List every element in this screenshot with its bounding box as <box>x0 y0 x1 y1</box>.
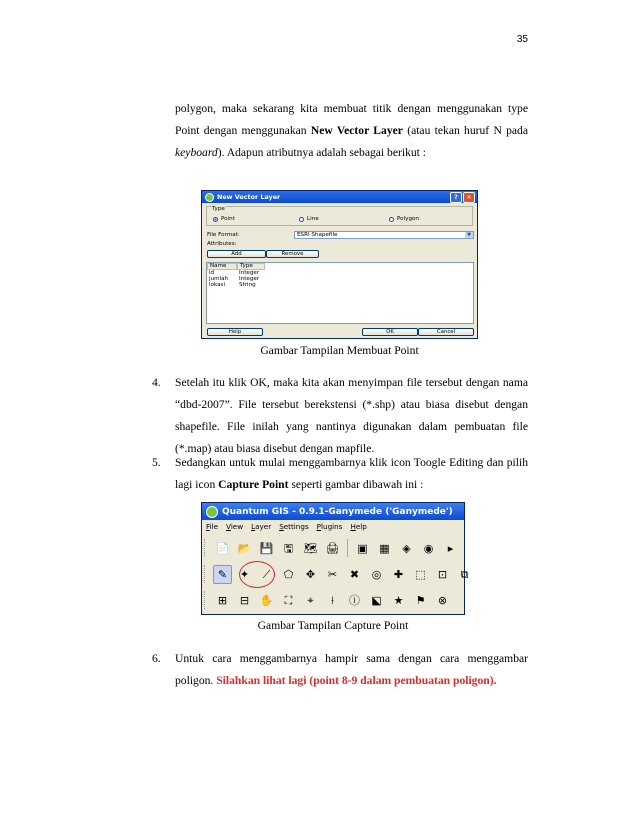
cell-name: jumlah <box>209 276 229 282</box>
list-item-4-text: Setelah itu klik OK, maka kita akan menyimpan file tersebut dengan nama “dbd-2007”. File tersebut berekstensi (*.shp) atau biasa disebut dengan shapefile. File inilah yang nantinya digunakan dalam pembuatan file (*.map) atau biasa disebut dengan mapfile. <box>175 376 528 455</box>
radio-point[interactable] <box>213 216 235 222</box>
zoom-full-icon[interactable]: ⛶ <box>284 593 293 607</box>
capture-point-highlight <box>239 561 275 588</box>
item6-text-1: Untuk cara menggambarnya hampir sama dengan cara menggambar poligon. <box>175 652 528 687</box>
add-vertex-icon[interactable]: ✚ <box>393 567 404 581</box>
help-question-icon[interactable]: ? <box>450 192 462 203</box>
item5-text-2: seperti gambar dibawah ini : <box>288 478 424 491</box>
overflow-icon[interactable]: ▸ <box>447 541 454 555</box>
caption-capture-point: Gambar Tampilan Capture Point <box>257 619 409 632</box>
save-project-icon[interactable]: 💾 <box>259 541 274 555</box>
radio-point-label: Point <box>221 216 235 222</box>
menu-bar <box>202 520 464 533</box>
type-groupbox <box>206 206 473 226</box>
toolbar-grip <box>204 591 208 609</box>
list-item-5 <box>152 452 528 496</box>
zoom-layer-icon[interactable]: ⌖ <box>307 593 314 607</box>
menu-layer[interactable]: Layer <box>251 522 272 531</box>
stop-rendering-icon[interactable]: ⊗ <box>437 593 448 607</box>
column-header-name[interactable]: Name <box>207 263 237 270</box>
radio-dot-icon <box>299 217 304 222</box>
split-feature-icon[interactable]: ✂ <box>327 567 338 581</box>
menu-file[interactable]: File <box>206 522 219 531</box>
qgis-title-bar <box>202 503 464 520</box>
intro-paragraph <box>175 98 528 164</box>
toggle-editing-icon[interactable]: ✎ <box>213 565 232 584</box>
page-number: 35 <box>516 34 528 45</box>
intro-text-3: ). Adapun atributnya adalah sebagai berikut : <box>217 146 427 159</box>
select-features-icon[interactable]: ⬕ <box>371 593 382 607</box>
delete-selected-icon[interactable]: ✖ <box>349 567 360 581</box>
toolbar-grip <box>204 539 208 557</box>
qgis-window <box>201 502 469 615</box>
file-format-select[interactable] <box>294 231 474 239</box>
qgis-title: Quantum GIS - 0.9.1-Ganymede ('Ganymede') <box>222 506 453 517</box>
add-button[interactable]: Add <box>207 250 266 258</box>
open-project-icon[interactable]: 📂 <box>237 541 252 555</box>
help-button[interactable]: Help <box>207 328 263 336</box>
table-header <box>207 263 473 270</box>
map-navigation-toolbar <box>204 587 452 613</box>
intro-text-1: polygon, maka sekarang kita membuat titik dengan menggunakan type Point dengan menggunakan <box>175 102 528 137</box>
list-item-4 <box>152 372 528 460</box>
map-tips-icon[interactable]: ⚑ <box>415 593 426 607</box>
zoom-out-icon[interactable]: ⊟ <box>239 593 250 607</box>
delete-vertex-icon[interactable]: ⊡ <box>437 567 448 581</box>
item5-bold: Capture Point <box>218 478 289 491</box>
item6-red-text: Silahkan lihat lagi (point 8-9 dalam pembuatan poligon). <box>216 674 497 687</box>
radio-polygon[interactable] <box>389 216 419 222</box>
list-item-6-text <box>175 648 528 692</box>
radio-dot-icon <box>389 217 394 222</box>
menu-settings[interactable]: Settings <box>279 522 309 531</box>
column-header-type[interactable]: Type <box>237 263 265 270</box>
dialog-title: New Vector Layer <box>217 193 281 201</box>
zoom-in-icon[interactable]: ⊞ <box>217 593 228 607</box>
add-wms-layer-icon[interactable]: ◉ <box>423 541 434 555</box>
attributes-label: Attributes: <box>207 241 237 247</box>
add-raster-layer-icon[interactable]: ▦ <box>379 541 390 555</box>
file-format-value: ESRI Shapefile <box>297 232 338 238</box>
measure-line-icon[interactable]: ⟊ <box>331 593 334 607</box>
list-number: 5. <box>152 456 161 469</box>
radio-polygon-label: Polygon <box>397 216 419 222</box>
dialog-title-bar <box>202 191 477 203</box>
cell-type: String <box>239 282 256 288</box>
toolbar-grip <box>204 565 208 583</box>
type-label: Type <box>212 206 225 212</box>
remove-button[interactable]: Remove <box>266 250 319 258</box>
attributes-table[interactable] <box>206 262 474 324</box>
chevron-down-icon[interactable]: ▼ <box>465 232 473 238</box>
list-item-5-text <box>175 452 528 496</box>
ok-button[interactable]: OK <box>362 328 418 336</box>
toolbar-separator <box>347 539 348 557</box>
menu-view[interactable]: View <box>226 522 244 531</box>
pan-icon[interactable]: ✋ <box>259 593 274 607</box>
cancel-button[interactable]: Cancel <box>418 328 474 336</box>
move-vertex-icon[interactable]: ⬚ <box>415 567 426 581</box>
capture-polygon-icon[interactable]: ⬠ <box>283 567 294 581</box>
list-number: 4. <box>152 376 161 389</box>
map-composer-icon[interactable]: 🗺 <box>303 541 318 555</box>
radio-line-label: Line <box>307 216 319 222</box>
menu-help[interactable]: Help <box>350 522 367 531</box>
move-feature-icon[interactable]: ✥ <box>305 567 316 581</box>
list-item-6 <box>152 648 528 692</box>
capture-point-icon[interactable]: ✦ <box>239 567 250 581</box>
cell-name: id <box>209 270 215 276</box>
qgis-logo-icon <box>205 193 214 202</box>
add-ring-icon[interactable]: ◎ <box>371 567 382 581</box>
add-postgis-layer-icon[interactable]: ◈ <box>402 541 411 555</box>
caption-membuat-point: Gambar Tampilan Membuat Point <box>260 344 419 357</box>
paste-features-icon[interactable]: ⧉ <box>460 567 469 581</box>
intro-text-2: (atau tekan huruf N pada <box>402 124 528 137</box>
item5-text-1: Sedangkan untuk mulai menggambarnya klik icon Toogle Editing dan pilih lagi icon <box>175 456 528 491</box>
save-as-icon[interactable]: 🖫 <box>283 541 294 555</box>
identify-icon[interactable]: ⓘ <box>349 593 360 607</box>
intro-bold: New Vector Layer <box>310 124 403 137</box>
file-toolbar <box>204 535 460 561</box>
intro-italic: keyboard <box>175 146 218 159</box>
add-vector-layer-icon[interactable]: ▣ <box>357 541 368 555</box>
bookmark-icon[interactable]: ★ <box>393 593 404 607</box>
cell-type: Integer <box>239 270 260 276</box>
close-icon[interactable]: ✕ <box>463 192 475 203</box>
file-format-label: File Format: <box>207 232 240 238</box>
cell-name: lokasi <box>209 282 226 288</box>
table-row[interactable] <box>207 282 473 288</box>
print-icon[interactable]: 🖨 <box>325 541 340 555</box>
list-number: 6. <box>152 652 161 665</box>
radio-dot-icon <box>213 217 218 222</box>
radio-line[interactable] <box>299 216 319 222</box>
qgis-logo-icon <box>206 506 218 518</box>
new-vector-layer-dialog <box>201 190 478 339</box>
new-project-icon[interactable]: 📄 <box>215 541 230 555</box>
cell-type: Integer <box>239 276 260 282</box>
menu-plugins[interactable]: Plugins <box>316 522 343 531</box>
capture-line-icon[interactable]: ⟋ <box>262 567 271 581</box>
